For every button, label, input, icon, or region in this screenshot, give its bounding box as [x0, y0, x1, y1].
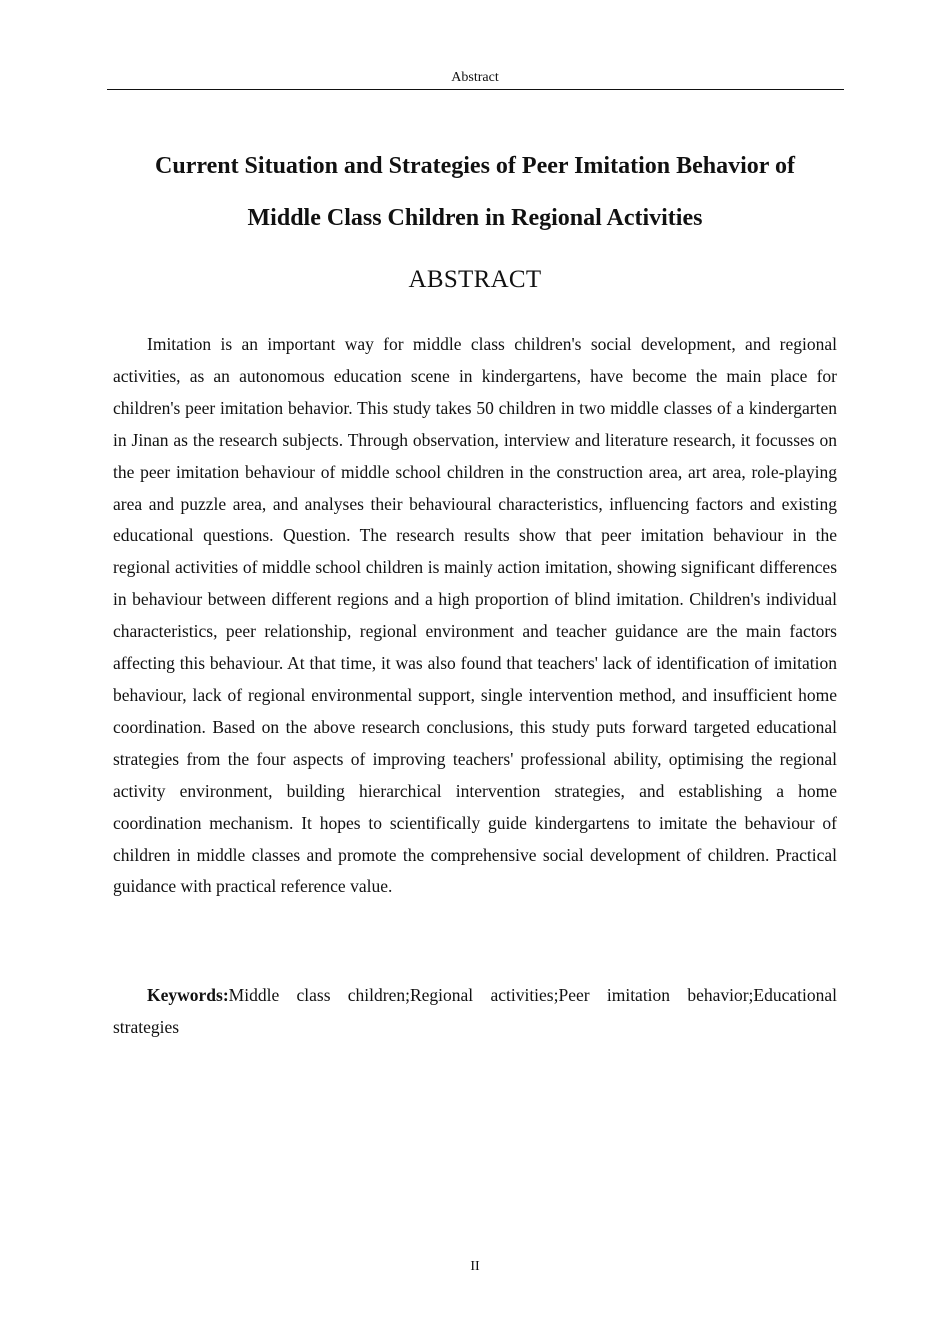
section-heading: ABSTRACT — [408, 266, 542, 293]
title-line-1: Current Situation and Strategies of Peer Imitation Behavior of — [155, 153, 795, 179]
keywords-paragraph — [113, 980, 837, 1044]
keywords-label: Keywords: — [147, 985, 229, 1005]
document-title — [100, 140, 850, 244]
running-header: Abstract — [451, 70, 499, 85]
page-number: II — [470, 1259, 480, 1274]
header-divider — [107, 89, 844, 90]
title-line-2: Middle Class Children in Regional Activities — [247, 205, 703, 231]
keywords-text: Middle class children;Regional activities;Peer imitation behavior;Educational strategies — [113, 985, 837, 1037]
abstract-paragraph: Imitation is an important way for middle class children's social development, and regional activities, as an autonomous education scene in kindergartens, have become the main place for children's peer imitation behavior. This study takes 50 children in two middle classes of a kindergarten in Jinan as the research subjects. Through observation, interview and literature research, it focusses on the peer imitation behaviour of middle school children in the construction area, art area, role-playing area and puzzle area, and analyses their behavioural characteristics, influencing factors and existing educational questions. Question. The research results show that peer imitation behaviour in the regional activities of middle school children is mainly action imitation, showing significant differences in behaviour between different regions and a high proportion of blind imitation. Children's individual characteristics, peer relationship, regional environment and teacher guidance are the main factors affecting this behaviour. At that time, it was also found that teachers' lack of identification of imitation behaviour, lack of regional environmental support, single intervention method, and insufficient home coordination. Based on the above research conclusions, this study puts forward targeted educational strategies from the four aspects of improving teachers' professional ability, optimising the regional activity environment, building hierarchical intervention strategies, and establishing a home coordination mechanism. It hopes to scientifically guide kindergartens to imitate the behaviour of children in middle classes and promote the comprehensive social development of children. Practical guidance with practical reference value. — [113, 334, 837, 897]
